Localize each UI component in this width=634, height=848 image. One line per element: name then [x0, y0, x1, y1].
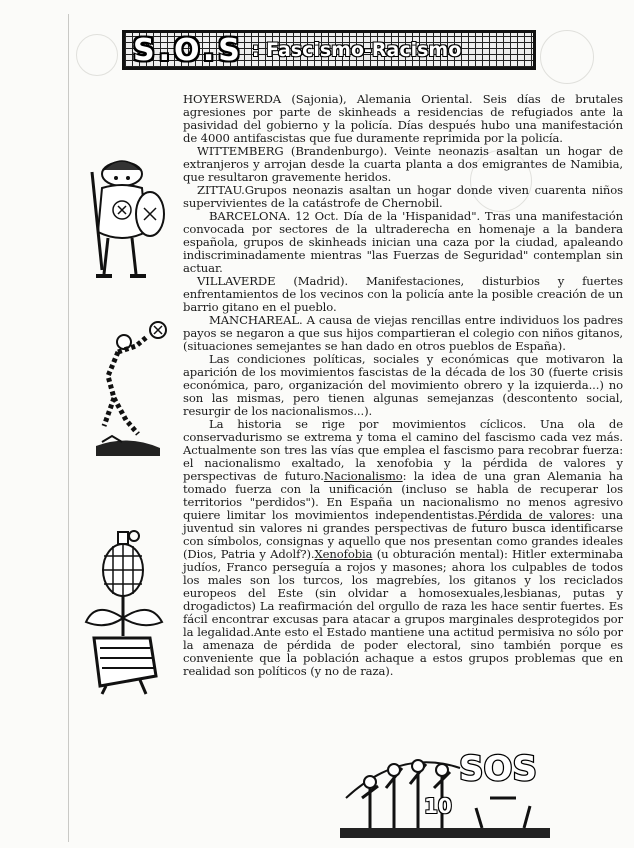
article-body — [183, 93, 623, 678]
paragraph-text: ZITTAU.Grupos neonazis asaltan un hogar donde viven cuarenta niños supervivientes de la catástrofe de Chernobil. — [183, 183, 623, 210]
underlined-term: Nacionalismo — [323, 469, 403, 483]
page-number: 10 — [424, 794, 452, 818]
paragraph-text: Las condiciones políticas, sociales y económicas que motivaron la aparición de los movimientos fascistas de la década de los 30 (fuerte crisis económica, paro, organización del movimiento obrero y la izquierda...) no son las mismas, pero tienen algunas semejanzas (descontento social, resurgir de los nacionalismos...). — [183, 352, 623, 418]
striped-figure-with-ball-illustration — [88, 316, 168, 466]
article-paragraph — [183, 93, 623, 145]
sos-stamp: SOS — [459, 749, 537, 789]
paragraph-text: VILLAVERDE (Madrid). Manifestaciones, disturbios y fuertes enfrentamientos de los vecinos con la policía ante la posible creación de un barrio gitano en el pueblo. — [183, 274, 623, 314]
article-paragraph — [183, 275, 623, 314]
underlined-term: Xenofobia — [314, 547, 373, 561]
paragraph-text: (u obturación mental): Hitler exterminaba judíos, Franco perseguía a rojos y masones; ahora los culpables de todos los males son los turcos, los magrebíes, los gitanos y los reciclados europeos del Este (sin olvidar a homosexuales,lesbianas, putas y drogadictos) La reafirmación del orgullo de raza les hace sentir fuertes. Es fácil encontrar excusas para atacar a grupos marginales desprotegidos por la legalidad.Ante esto el Estado mantiene una actitud permisiva no sólo por la amenaza de pérdida de poder electoral, sino también porque es conveniente que la población achaque a estos grupos problemas que en realidad son políticos (y no de raza). — [183, 547, 624, 678]
paragraph-text: BARCELONA. 12 Oct. Día de la 'Hispanidad". Tras una manifestación convocada por sectores de la ultraderecha en homenaje a la bandera española, grupos de skinheads inician una caza por la ciudad, apaleando indiscriminadamente mientras "las Fuerzas de Seguridad" contemplan sin actuar. — [183, 209, 623, 275]
article-paragraph — [183, 418, 623, 678]
fist-holding-grenade-illustration — [76, 526, 176, 696]
paragraph-text: MANCHAREAL. A causa de viejas rencillas entre individuos los padres payos se negaron a que sus hijos compartieran el colegio con niños gitanos, (situaciones semejantes se han dado en otros pueblos de España). — [183, 313, 623, 353]
header-sos-logo: S.O.S — [133, 32, 244, 68]
paragraph-text: : la idea de una gran Alemania ha tomado fuerza con la unificación (incluso se habla de recuperar los territorios "perdidos"). En España un nacionalismo no menos agresivo quiere limitar los movimientos independentistas. — [183, 469, 623, 522]
crowd-sos-illustration — [340, 728, 550, 838]
header-banner — [122, 30, 536, 70]
paragraph-text: HOYERSWERDA (Sajonia), Alemania Oriental. Seis días de brutales agresiones por parte de skinheads a residencias de refugiados ante la pasividad del gobierno y la policía. Días después hubo una manifestación de 4000 antifascistas que fue duramente reprimida por la policía. — [183, 92, 623, 145]
article-paragraph — [183, 210, 623, 275]
article-paragraph — [183, 314, 623, 353]
article-paragraph — [183, 184, 623, 210]
paragraph-text: La historia se rige por movimientos cíclicos. Una ola de conservadurismo se extrema y toma el camino del fascismo cada vez más. Actualmente son tres las vías que emplea el fascismo para recobrar fuerza: el nacionalismo exaltado, la xenofobia y la pérdida de valores y perspectivas de futuro. — [183, 417, 623, 483]
article-paragraph — [183, 353, 623, 418]
header-title: : Fascismo-Racismo — [251, 39, 462, 61]
article-paragraph — [183, 145, 623, 184]
paragraph-text: : una juventud sin valores ni grandes perspectivas de futuro busca identificarse con símbolos, consignas y aquello que nos presentan como grandes ideales (Dios, Patria y Adolf?). — [183, 508, 623, 561]
underlined-term: Pérdida de valores — [477, 508, 592, 522]
soldier-with-shield-illustration — [82, 152, 166, 287]
paragraph-text: WITTEMBERG (Brandenburgo). Veinte neonazis asaltan un hogar de extranjeros y arrojan desde la cuarta planta a dos emigrantes de Namibia, que resultaron gravemente heridos. — [183, 144, 623, 184]
ghost-circle-top-right — [540, 30, 594, 84]
ghost-circle-top-left — [76, 34, 118, 76]
